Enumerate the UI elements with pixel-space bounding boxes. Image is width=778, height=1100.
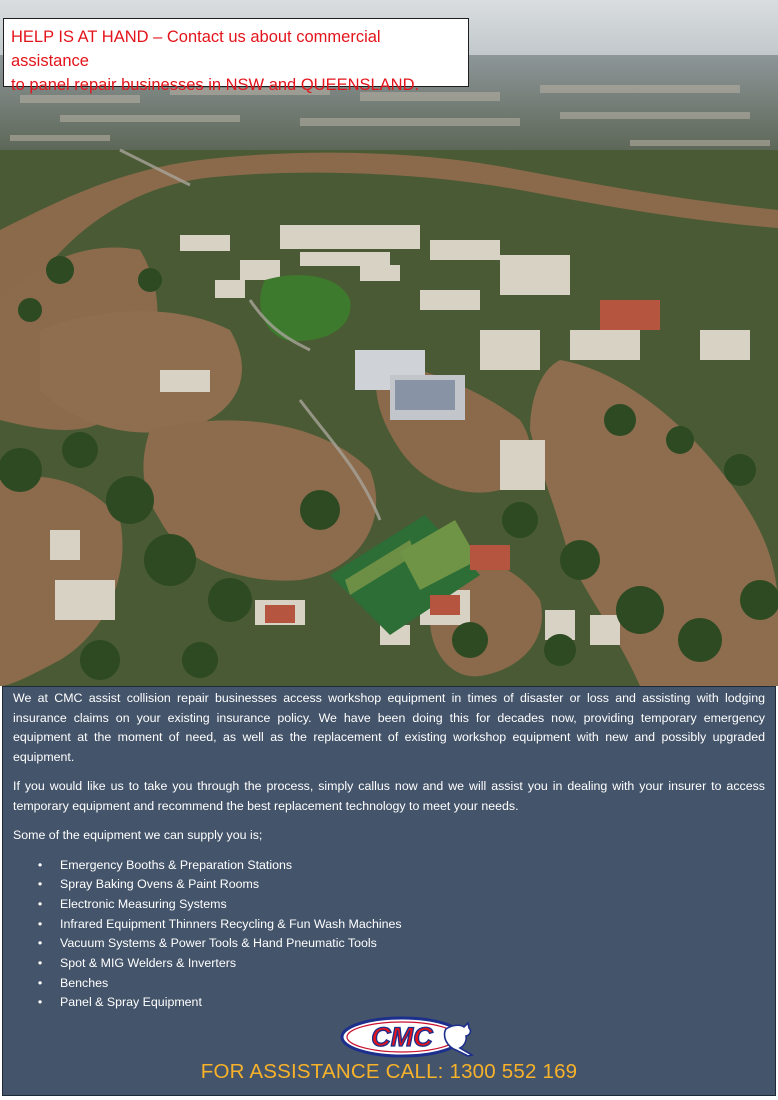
bullet-icon: • [37, 916, 43, 931]
bullet-icon: • [37, 995, 43, 1010]
cmc-logo [340, 1015, 485, 1059]
equipment-list [13, 856, 765, 1014]
headline-line-1: HELP IS AT HAND – Contact us about commercial assistance [11, 28, 381, 70]
bullet-icon: • [37, 857, 43, 872]
cmc-logo-graphic [340, 1015, 485, 1059]
list-item [37, 895, 765, 915]
headline-callout [3, 18, 469, 94]
list-item-text: Infrared Equipment Thinners Recycling & Fun Wash Machines [60, 916, 402, 931]
bullet-icon: • [37, 975, 43, 990]
headline-line-2: to panel repair businesses in NSW and QUEENSLAND. [11, 76, 420, 94]
kangaroo-icon [445, 1023, 473, 1056]
bullet-icon: • [37, 956, 43, 971]
list-item [37, 934, 765, 954]
list-item [37, 993, 765, 1013]
list-item [37, 856, 765, 876]
list-item [37, 974, 765, 994]
equipment-intro: Some of the equipment we can supply you is; [13, 828, 263, 842]
bullet-icon: • [37, 896, 43, 911]
list-item [37, 954, 765, 974]
list-item-text: Vacuum Systems & Power Tools & Hand Pneumatic Tools [60, 936, 377, 951]
list-item-text: Spot & MIG Welders & Inverters [60, 956, 237, 971]
bullet-icon: • [37, 936, 43, 951]
list-item-text: Electronic Measuring Systems [60, 896, 227, 911]
list-item [37, 875, 765, 895]
intro-paragraph: We at CMC assist collision repair businesses access workshop equipment in times of disaster or loss and assisting with lodging insurance claims on your existing insurance policy. We have been doing this for decades now, providing temporary emergency equipment at the moment of need, as well as the replacement of existing workshop equipment with new and possibly upgraded equipment. [13, 691, 765, 764]
list-item-text: Emergency Booths & Preparation Stations [60, 857, 293, 872]
logo-text: CMC [371, 1022, 433, 1052]
assistance-phone-cta: FOR ASSISTANCE CALL: 1300 552 169 [200, 1060, 578, 1083]
process-paragraph: If you would like us to take you through the process, simply callus now and we will assist you in dealing with your insurer to access temporary equipment and recommend the best replacement technology to meet your needs. [13, 779, 765, 813]
list-item-text: Spray Baking Ovens & Paint Rooms [60, 877, 260, 892]
list-item-text: Panel & Spray Equipment [60, 995, 202, 1010]
list-item [37, 915, 765, 935]
list-item-text: Benches [60, 975, 109, 990]
bullet-icon: • [37, 877, 43, 892]
